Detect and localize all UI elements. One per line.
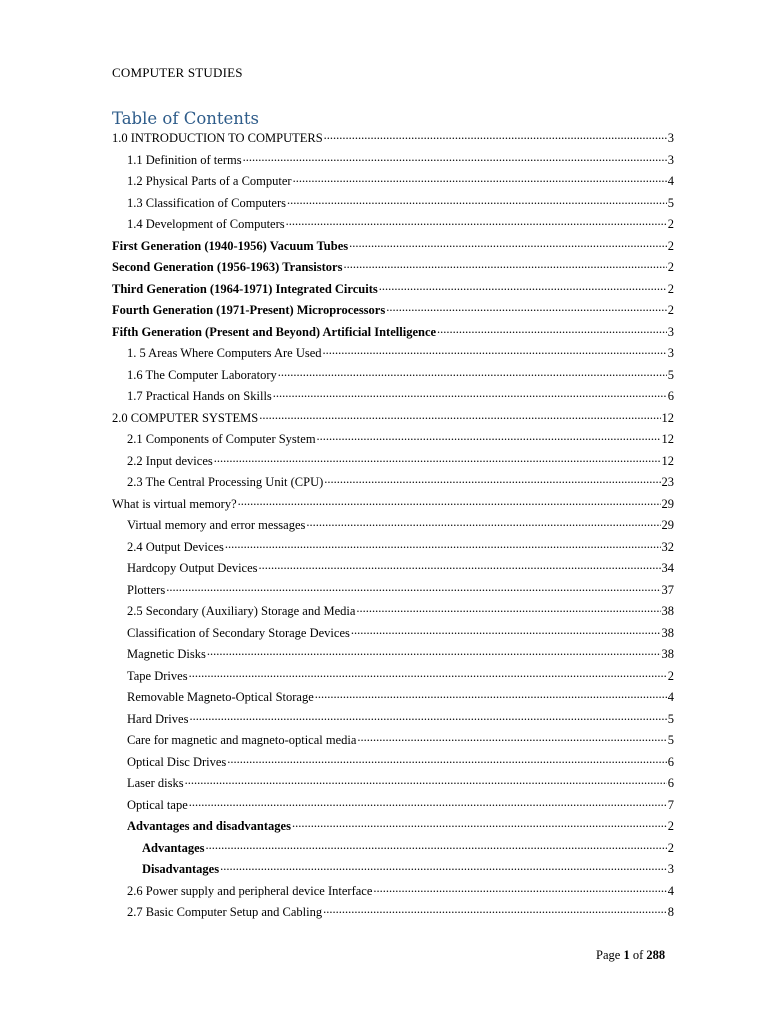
toc-entry-title: Hardcopy Output Devices bbox=[127, 561, 258, 575]
toc-entry-title: Virtual memory and error messages bbox=[127, 518, 306, 532]
toc-entry-page-number: 4 bbox=[667, 690, 674, 704]
toc-dot-leader bbox=[356, 605, 660, 619]
toc-entry-page-number: 5 bbox=[667, 195, 674, 210]
toc-entry-page-number: 12 bbox=[661, 432, 674, 446]
toc-entry-page-number: 5 bbox=[667, 733, 674, 747]
toc-dot-leader bbox=[278, 368, 667, 382]
toc-entry-title: Optical tape bbox=[127, 797, 188, 812]
toc-entry-title: 2.5 Secondary (Auxiliary) Storage and Media bbox=[127, 604, 356, 618]
toc-entry-page-number: 2 bbox=[667, 217, 674, 231]
toc-entry-page-number: 3 bbox=[667, 324, 674, 339]
toc-entry[interactable] bbox=[112, 171, 674, 193]
toc-entry-title: Third Generation (1964-1971) Integrated Circuits bbox=[112, 281, 378, 296]
toc-dot-leader bbox=[349, 239, 667, 253]
toc-entry[interactable] bbox=[112, 558, 674, 580]
toc-dot-leader bbox=[386, 304, 667, 318]
toc-dot-leader bbox=[317, 433, 661, 447]
toc-entry-page-number: 3 bbox=[667, 862, 674, 876]
toc-entry-page-number: 38 bbox=[661, 625, 674, 640]
toc-dot-leader bbox=[166, 583, 660, 597]
toc-entry[interactable] bbox=[112, 193, 674, 215]
toc-entry-page-number: 2 bbox=[667, 819, 674, 833]
toc-entry[interactable] bbox=[112, 386, 674, 408]
table-of-contents bbox=[112, 128, 674, 924]
toc-entry[interactable] bbox=[112, 580, 674, 602]
toc-entry[interactable] bbox=[112, 773, 674, 795]
toc-entry-title: 1.2 Physical Parts of a Computer bbox=[127, 174, 292, 188]
toc-entry[interactable] bbox=[112, 365, 674, 387]
toc-entry-title: 1.4 Development of Computers bbox=[127, 217, 285, 231]
toc-entry[interactable] bbox=[112, 322, 674, 344]
toc-entry-page-number: 34 bbox=[661, 561, 674, 575]
toc-entry-title: Plotters bbox=[127, 582, 166, 597]
toc-entry[interactable] bbox=[112, 752, 674, 774]
toc-entry-title: Hard Drives bbox=[127, 711, 189, 726]
toc-entry[interactable] bbox=[112, 494, 674, 516]
toc-entry[interactable] bbox=[112, 644, 674, 666]
toc-dot-leader bbox=[293, 175, 667, 189]
page-number-footer bbox=[596, 948, 665, 963]
toc-entry-page-number: 3 bbox=[667, 152, 674, 167]
toc-entry-title: Disadvantages bbox=[142, 862, 220, 876]
footer-current-page: 1 bbox=[623, 948, 630, 962]
toc-dot-leader bbox=[343, 261, 666, 275]
toc-entry-page-number: 23 bbox=[661, 475, 674, 489]
toc-dot-leader bbox=[437, 325, 667, 339]
toc-entry-page-number: 5 bbox=[667, 367, 674, 382]
toc-entry-title: Removable Magneto-Optical Storage bbox=[127, 690, 314, 704]
toc-entry[interactable] bbox=[112, 279, 674, 301]
toc-heading: Table of Contents bbox=[112, 109, 260, 128]
toc-dot-leader bbox=[238, 497, 661, 511]
toc-entry-title: 2.3 The Central Processing Unit (CPU) bbox=[127, 475, 324, 489]
toc-entry[interactable] bbox=[112, 128, 674, 150]
toc-entry-page-number: 38 bbox=[661, 604, 674, 618]
document-header: COMPUTER STUDIES bbox=[112, 65, 243, 80]
toc-dot-leader bbox=[324, 132, 667, 146]
toc-dot-leader bbox=[259, 562, 661, 576]
toc-entry-page-number: 29 bbox=[661, 496, 674, 511]
toc-entry[interactable] bbox=[112, 687, 674, 709]
toc-entry-page-number: 6 bbox=[667, 776, 674, 790]
toc-entry-title: 1. 5 Areas Where Computers Are Used bbox=[127, 346, 322, 360]
toc-entry[interactable] bbox=[112, 343, 674, 365]
toc-dot-leader bbox=[306, 519, 660, 533]
toc-entry-title: Fifth Generation (Present and Beyond) Artificial Intelligence bbox=[112, 324, 437, 339]
toc-entry-title: 2.6 Power supply and peripheral device Interface bbox=[127, 883, 373, 898]
toc-entry[interactable] bbox=[112, 881, 674, 903]
toc-entry[interactable] bbox=[112, 666, 674, 688]
toc-entry[interactable] bbox=[112, 601, 674, 623]
toc-entry-page-number: 12 bbox=[661, 453, 674, 468]
toc-entry-page-number: 3 bbox=[667, 346, 674, 360]
toc-entry[interactable] bbox=[112, 515, 674, 537]
toc-entry-title: 2.1 Components of Computer System bbox=[127, 432, 316, 446]
toc-entry[interactable] bbox=[112, 451, 674, 473]
toc-dot-leader bbox=[225, 540, 661, 554]
toc-entry[interactable] bbox=[112, 214, 674, 236]
toc-entry-page-number: 7 bbox=[667, 797, 674, 812]
toc-entry-page-number: 38 bbox=[661, 647, 674, 661]
toc-entry-page-number: 2 bbox=[667, 281, 674, 296]
toc-entry-title: 2.2 Input devices bbox=[127, 453, 213, 468]
toc-entry-page-number: 2 bbox=[667, 668, 674, 683]
toc-entry[interactable] bbox=[112, 257, 674, 279]
toc-entry-page-number: 2 bbox=[667, 303, 674, 317]
toc-dot-leader bbox=[351, 626, 661, 640]
toc-entry-title: Classification of Secondary Storage Devices bbox=[127, 625, 350, 640]
toc-dot-leader bbox=[323, 906, 667, 920]
toc-entry[interactable] bbox=[112, 537, 674, 559]
toc-dot-leader bbox=[323, 347, 667, 361]
toc-entry-page-number: 2 bbox=[667, 238, 674, 253]
toc-entry-page-number: 2 bbox=[667, 260, 674, 274]
toc-entry-page-number: 29 bbox=[661, 518, 674, 532]
toc-entry[interactable] bbox=[112, 838, 674, 860]
toc-dot-leader bbox=[243, 153, 667, 167]
toc-entry-title: 2.0 COMPUTER SYSTEMS bbox=[112, 410, 259, 425]
toc-dot-leader bbox=[227, 755, 666, 769]
toc-dot-leader bbox=[185, 777, 667, 791]
footer-total-pages: 288 bbox=[646, 948, 666, 962]
toc-entry-title: 1.1 Definition of terms bbox=[127, 152, 242, 167]
toc-entry-page-number: 4 bbox=[667, 174, 674, 188]
toc-dot-leader bbox=[286, 218, 667, 232]
toc-dot-leader bbox=[189, 669, 667, 683]
toc-entry-title: Care for magnetic and magneto-optical media bbox=[127, 733, 357, 747]
toc-dot-leader bbox=[206, 841, 667, 855]
toc-entry-page-number: 6 bbox=[667, 389, 674, 403]
toc-entry-page-number: 2 bbox=[667, 840, 674, 855]
toc-dot-leader bbox=[315, 691, 667, 705]
toc-dot-leader bbox=[292, 820, 667, 834]
toc-entry-title: Magnetic Disks bbox=[127, 647, 206, 661]
toc-entry-title: Advantages and disadvantages bbox=[127, 819, 291, 833]
toc-entry-page-number: 3 bbox=[667, 131, 674, 145]
toc-dot-leader bbox=[379, 282, 667, 296]
toc-entry-title: 1.6 The Computer Laboratory bbox=[127, 367, 277, 382]
toc-dot-leader bbox=[273, 390, 667, 404]
toc-entry-title: What is virtual memory? bbox=[112, 496, 237, 511]
toc-entry-page-number: 4 bbox=[667, 883, 674, 898]
toc-entry-page-number: 32 bbox=[661, 539, 674, 554]
toc-dot-leader bbox=[189, 712, 666, 726]
toc-dot-leader bbox=[214, 454, 661, 468]
toc-entry-title: Advantages bbox=[142, 840, 205, 855]
toc-dot-leader bbox=[357, 734, 666, 748]
toc-entry[interactable] bbox=[112, 902, 674, 924]
toc-entry-title: 1.3 Classification of Computers bbox=[127, 195, 287, 210]
toc-entry[interactable] bbox=[112, 795, 674, 817]
toc-entry-title: Second Generation (1956-1963) Transistors bbox=[112, 260, 343, 274]
toc-entry[interactable] bbox=[112, 236, 674, 258]
toc-entry-title: Tape Drives bbox=[127, 668, 188, 683]
toc-entry-title: 2.4 Output Devices bbox=[127, 539, 224, 554]
toc-entry-title: Optical Disc Drives bbox=[127, 754, 227, 769]
toc-dot-leader bbox=[220, 863, 667, 877]
toc-entry-page-number: 37 bbox=[661, 582, 674, 597]
toc-entry-title: Fourth Generation (1971-Present) Microprocessors bbox=[112, 303, 386, 317]
toc-entry-title: 2.7 Basic Computer Setup and Cabling bbox=[127, 905, 323, 919]
toc-entry[interactable] bbox=[112, 859, 674, 881]
toc-entry-title: 1.7 Practical Hands on Skills bbox=[127, 389, 272, 403]
toc-entry-page-number: 5 bbox=[667, 711, 674, 726]
toc-entry[interactable] bbox=[112, 709, 674, 731]
toc-dot-leader bbox=[324, 476, 660, 490]
toc-entry-title: First Generation (1940-1956) Vacuum Tubes bbox=[112, 238, 349, 253]
toc-entry-title: 1.0 INTRODUCTION TO COMPUTERS bbox=[112, 131, 323, 145]
toc-entry[interactable] bbox=[112, 300, 674, 322]
toc-entry[interactable] bbox=[112, 816, 674, 838]
toc-entry[interactable] bbox=[112, 408, 674, 430]
footer-of-label: of bbox=[632, 948, 644, 962]
toc-entry-page-number: 12 bbox=[661, 410, 674, 425]
toc-dot-leader bbox=[259, 411, 660, 425]
toc-entry-page-number: 6 bbox=[667, 754, 674, 769]
toc-entry[interactable] bbox=[112, 623, 674, 645]
toc-entry[interactable] bbox=[112, 150, 674, 172]
toc-entry[interactable] bbox=[112, 472, 674, 494]
toc-entry[interactable] bbox=[112, 730, 674, 752]
toc-entry-page-number: 8 bbox=[667, 905, 674, 919]
toc-entry-title: Laser disks bbox=[127, 776, 184, 790]
toc-entry[interactable] bbox=[112, 429, 674, 451]
toc-dot-leader bbox=[373, 884, 666, 898]
toc-dot-leader bbox=[207, 648, 661, 662]
toc-dot-leader bbox=[287, 196, 667, 210]
footer-page-label: Page bbox=[596, 948, 621, 962]
toc-dot-leader bbox=[189, 798, 667, 812]
